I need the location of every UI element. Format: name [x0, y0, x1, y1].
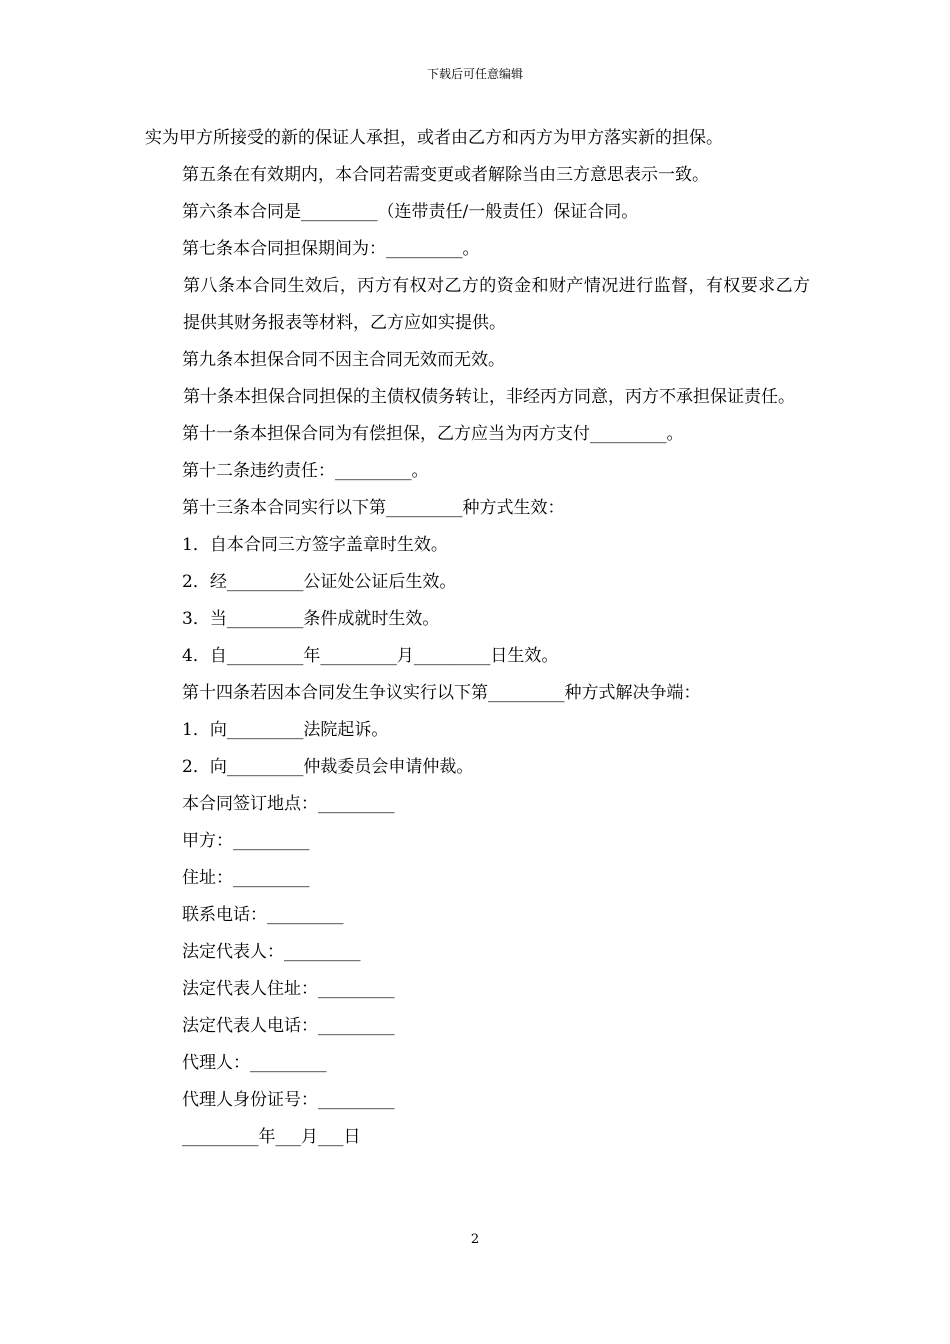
page-number: 2: [470, 1232, 480, 1247]
paragraph: 第十二条违约责任：_________。: [182, 461, 429, 481]
signature-field: 代理人：_________: [182, 1053, 327, 1073]
paragraph: 第七条本合同担保期间为：_________。: [182, 239, 480, 259]
list-item: 3．当_________条件成就时生效。: [182, 609, 440, 629]
paragraph: 第十四条若因本合同发生争议实行以下第_________种方式解决争端：: [182, 683, 701, 703]
paragraph: 第九条本担保合同不因主合同无效而无效。: [182, 350, 505, 370]
signature-field: 本合同签订地点：_________: [182, 794, 395, 814]
signature-field: 住址：_________: [182, 868, 310, 888]
list-item: 4．自_________年_________月_________日生效。: [182, 646, 559, 666]
paragraph: 第十一条本担保合同为有偿担保，乙方应当为丙方支付_________。: [182, 424, 684, 444]
date-field: _________年___月___日: [182, 1127, 361, 1147]
paragraph: 第十条本担保合同担保的主债权债务转让，非经丙方同意，丙方不承担保证责任。: [183, 387, 795, 407]
paragraph: 第十三条本合同实行以下第_________种方式生效：: [182, 498, 565, 518]
signature-field: 法定代表人：_________: [182, 942, 361, 962]
signature-field: 甲方：_________: [182, 831, 310, 851]
paragraph: 第六条本合同是_________（连带责任/一般责任）保证合同。: [182, 202, 639, 222]
signature-field: 联系电话：_________: [182, 905, 344, 925]
paragraph: 实为甲方所接受的新的保证人承担，或者由乙方和丙方为甲方落实新的担保。: [145, 128, 723, 148]
list-item: 2．经_________公证处公证后生效。: [182, 572, 457, 592]
document-body: [145, 120, 810, 1156]
list-item: 1．自本合同三方签字盖章时生效。: [182, 535, 448, 555]
signature-field: 代理人身份证号：_________: [182, 1090, 395, 1110]
list-item: 1．向_________法院起诉。: [182, 720, 389, 740]
paragraph: 第五条在有效期内，本合同若需变更或者解除当由三方意思表示一致。: [182, 165, 709, 185]
signature-field: 法定代表人电话：_________: [182, 1016, 395, 1036]
page-header: 下载后可任意编辑: [426, 67, 523, 81]
list-item: 2．向_________仲裁委员会申请仲裁。: [182, 757, 474, 777]
paragraph: 第八条本合同生效后，丙方有权对乙方的资金和财产情况进行监督，有权要求乙方提供其财务报表等材料，乙方应如实提供。: [183, 276, 810, 333]
signature-field: 法定代表人住址：_________: [182, 979, 395, 999]
